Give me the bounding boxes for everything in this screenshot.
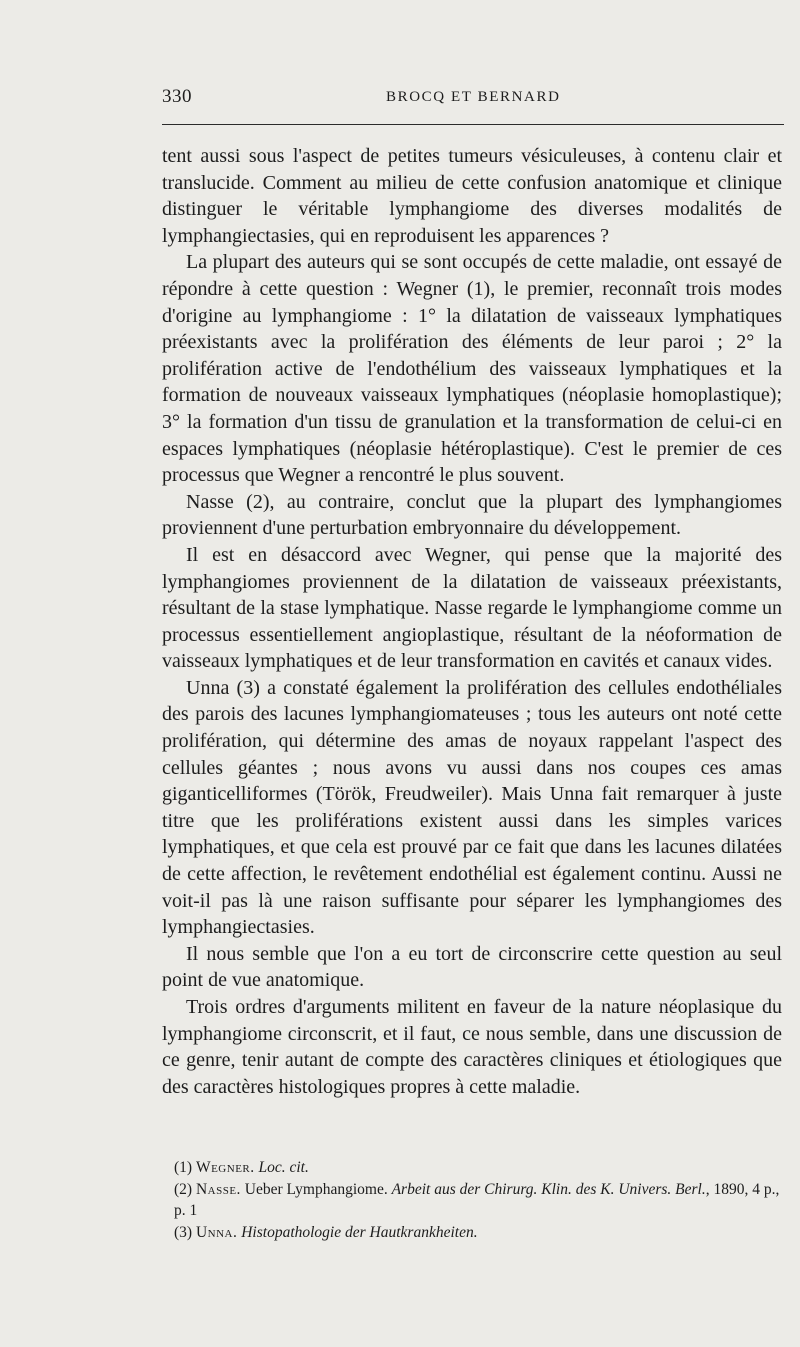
footnote-title: Loc. cit. <box>258 1159 309 1176</box>
paragraph: Unna (3) a constaté également la prolifération des cellules endothéliales des parois des lacunes lymphangiomateuses ; tous les auteurs ont noté cette prolifération, qui détermine des amas de noyaux rappelant l'aspect des cellules géantes ; nous avons vu aussi dans nos coupes ces amas giganticelliformes (Török, Freudweiler). Mais Unna fait remarquer à juste titre que les proliférations existent aussi dans les simples varices lymphatiques, et que cela est prouvé par ce fait que dans les lacunes dilatées de cette affection, le revêtement endothélial est également continu. Aussi ne voit-il pas là une raison suffisante pour séparer les lymphangiomes des lymphangiectasies. <box>162 676 782 939</box>
footnote-author: Nasse. <box>195 1180 241 1198</box>
paragraph: Il est en désaccord avec Wegner, qui pense que la majorité des lymphangiomes proviennent de la dilatation de vaisseaux préexistants, résultant de la stase lymphatique. Nasse regarde le lymphangiome comme un processus essentiellement angioplastique, résultant de la néoformation de vaisseaux lymphatiques et de leur transformation en cavités et canaux vides. <box>162 543 782 673</box>
paragraph: La plupart des auteurs qui se sont occupés de cette maladie, ont essayé de répondre à cette question : Wegner (1), le premier, reconnaît trois modes d'origine au lymphangiome : 1° la dilatation de vaisseaux lymphatiques préexistants avec la prolifération des éléments de leur paroi ; 2° la prolifération active de l'endothélium des vaisseaux lymphatiques et la formation de nouveaux vaisseaux lymphatiques (néoplasie homoplastique); 3° la formation d'un tissu de granulation et la transformation de celui-ci en espaces lymphatiques (néoplasie hétéroplastique). C'est le premier de ces processus que Wegner a rencontré le plus souvent. <box>162 251 782 487</box>
footnote-marker: (3) <box>174 1223 193 1241</box>
header-rule <box>162 124 784 125</box>
footnotes <box>162 1157 782 1243</box>
paragraph: Nasse (2), au contraire, conclut que la plupart des lymphangiomes proviennent d'une perturbation embryonnaire du développement. <box>162 490 782 540</box>
page-number: 330 <box>162 86 192 107</box>
body-text <box>162 143 782 1100</box>
footnote-text: Ueber Lymphangiome. <box>244 1180 388 1198</box>
running-title: BROCQ ET BERNARD <box>386 89 561 105</box>
footnote-author: Wegner. <box>195 1159 255 1176</box>
footnote-marker: (1) <box>174 1159 193 1176</box>
footnote-marker: (2) <box>174 1180 193 1198</box>
footnote-details: , 1890, 4 p., p. 1 <box>174 1180 780 1219</box>
footnote-1 <box>162 1157 782 1179</box>
paragraph: tent aussi sous l'aspect de petites tumeurs vésiculeuses, à contenu clair et translucide. Comment au milieu de cette confusion anatomique et clinique distinguer le véritable lymphangiome des diverses modalités de lymphangiectasies, qui en reproduisent les apparences ? <box>162 145 782 247</box>
footnote-source: Arbeit aus der Chirurg. Klin. des K. Univers. Berl. <box>391 1180 706 1198</box>
running-head <box>162 86 782 110</box>
footnote-2 <box>162 1179 782 1222</box>
paragraph: Il nous semble que l'on a eu tort de circonscrire cette question au seul point de vue anatomique. <box>162 942 782 992</box>
footnote-title: Histopathologie der Hautkrankheiten. <box>241 1223 478 1241</box>
paragraph: Trois ordres d'arguments militent en faveur de la nature néoplasique du lymphangiome circonscrit, et il faut, ce nous semble, dans une discussion de ce genre, tenir autant de compte des caractères cliniques et étiologiques que des caractères histologiques propres à cette maladie. <box>162 996 782 1098</box>
footnote-author: Unna. <box>195 1223 238 1241</box>
footnote-3 <box>162 1222 782 1244</box>
